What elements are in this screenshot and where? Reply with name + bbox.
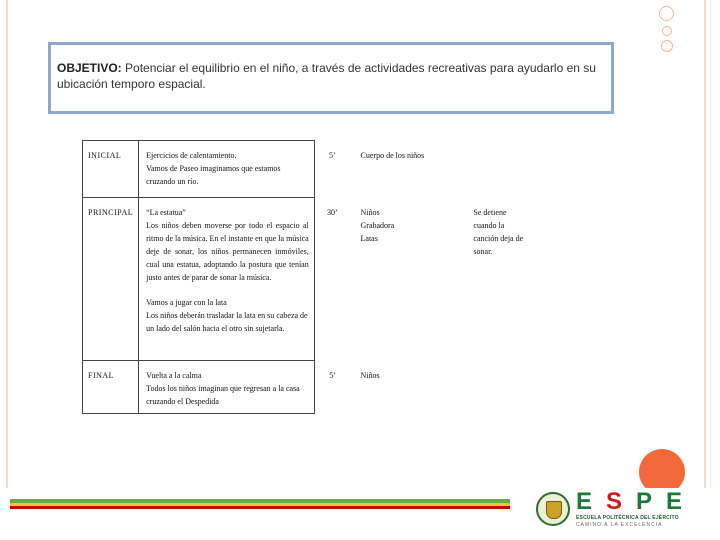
resources-cell xyxy=(351,141,472,198)
activity-line: Vamos de Paseo imaginamos que estamos cruzando un río. xyxy=(146,164,281,186)
objective-label: OBJETIVO: xyxy=(57,61,122,75)
observation-cell xyxy=(471,361,535,414)
resource-item: Niños xyxy=(360,370,380,380)
activity-line: Vuelta a la calma xyxy=(146,371,202,380)
time-cell: 5’ xyxy=(329,150,336,160)
activity-cell xyxy=(139,361,315,414)
resource-item: Cuerpo de los niños xyxy=(360,150,425,160)
resource-item: Latas xyxy=(360,233,378,243)
footer-stripe-red xyxy=(10,506,510,509)
shield-icon xyxy=(546,501,562,519)
activity-title: “La estatua” xyxy=(146,208,186,217)
phase-cell: FINAL xyxy=(83,361,139,414)
resources-cell xyxy=(351,198,472,361)
logo-letters xyxy=(576,490,716,514)
espe-logo xyxy=(576,490,716,530)
table-row xyxy=(83,141,536,198)
logo-letter: P xyxy=(636,488,667,515)
table-row xyxy=(83,198,536,361)
logo-letter: S xyxy=(606,488,637,515)
activity-line: Los niños deberán trasladar la lata en su cabeza de un lado del salón hacia el otro sin sujetarla. xyxy=(146,311,308,333)
resource-item: Niños xyxy=(360,207,380,217)
decorative-circle-small xyxy=(661,40,673,52)
time-cell: 5’ xyxy=(329,370,336,380)
activity-line: Ejercicios de calentamiento. xyxy=(146,151,237,160)
logo-letter: E xyxy=(666,488,697,515)
time-cell: 30’ xyxy=(327,207,338,217)
resource-item: Grabadora xyxy=(360,220,395,230)
objective-text: Potenciar el equilibrio en el niño, a través de actividades recreativas para ayudarlo en su ubicación temporo espacial. xyxy=(57,61,596,91)
activity-line: Todos los niños imaginan que regresan a la casa cruzando el Despedida xyxy=(146,384,300,406)
right-decorative-rule-thin xyxy=(710,0,711,488)
activity-line: Vamos a jugar con la lata xyxy=(146,298,227,307)
left-decorative-rule xyxy=(6,0,8,488)
table-row xyxy=(83,361,536,414)
phase-cell: PRINCIPAL xyxy=(83,198,139,361)
activity-body: Los niños deben moverse por todo el espacio al ritmo de la música. En el instante en que la música deje de sonar, los niños permanecen inmóviles, cual una estatua, adoptando la postura que tenían justo antes de parar de sonar la música. xyxy=(146,221,309,282)
decorative-circle-small xyxy=(662,26,672,36)
logo-letter: E xyxy=(576,488,607,515)
logo-tagline: CAMINO A LA EXCELENCIA xyxy=(576,522,663,528)
activity-cell xyxy=(139,141,315,198)
right-decorative-rule xyxy=(704,0,706,488)
objective-box xyxy=(48,42,614,114)
phase-cell: INICIAL xyxy=(83,141,139,198)
institution-seal-icon xyxy=(536,492,570,526)
observation-cell xyxy=(471,141,535,198)
lesson-plan-table xyxy=(82,140,536,414)
logo-subtitle: ESCUELA POLITÉCNICA DEL EJÉRCITO xyxy=(576,515,679,521)
resources-cell xyxy=(351,361,472,414)
activity-cell xyxy=(139,198,315,361)
decorative-circle-small xyxy=(659,6,674,21)
observation-cell xyxy=(471,198,535,361)
observation-text: Se detiene cuando la canción deja de sonar. xyxy=(473,207,524,256)
